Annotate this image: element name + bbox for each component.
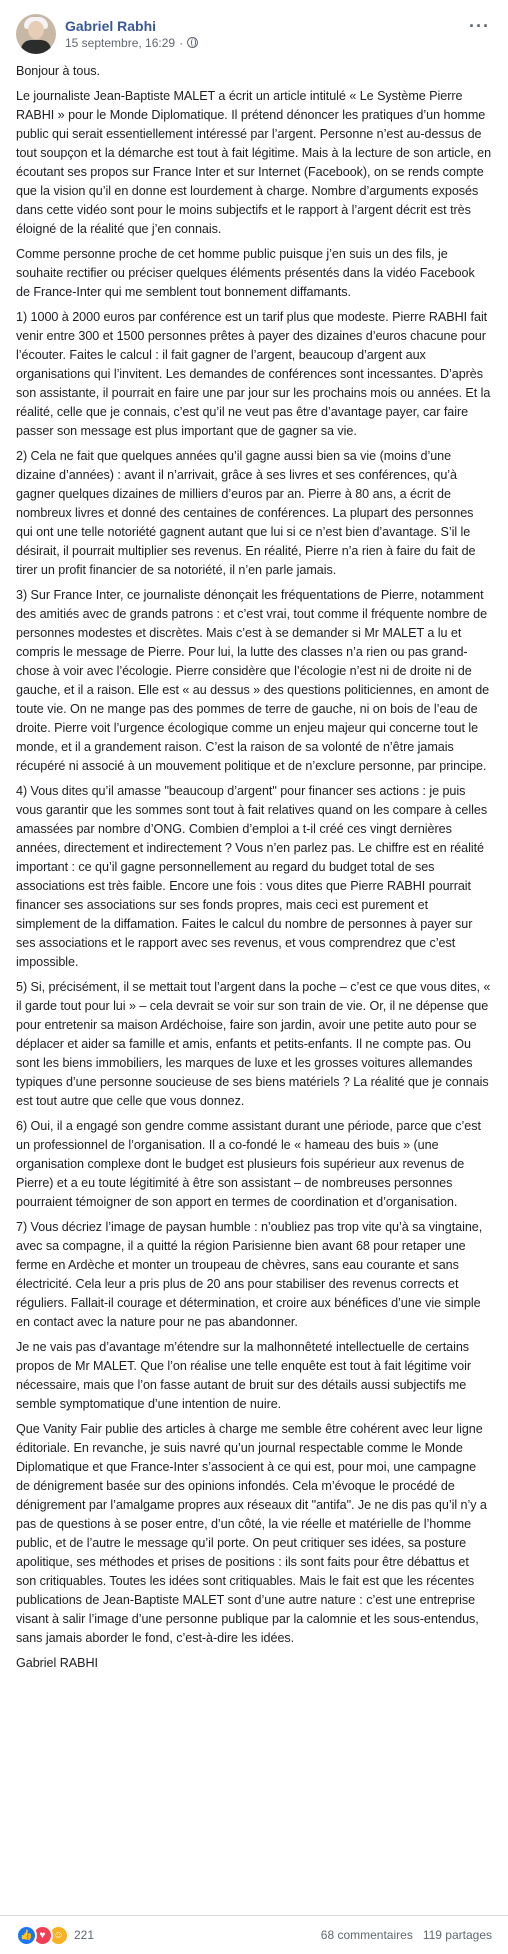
comments-count[interactable]: 68 commentaires — [320, 1928, 413, 1942]
reaction-icons[interactable] — [16, 1925, 94, 1946]
shares-count[interactable]: 119 partages — [422, 1928, 492, 1942]
post-meta — [65, 18, 198, 51]
paragraph: 5) Si, précisément, il se mettait tout l’argent dans la poche – c’est ce que vous dites, « il garde tout pour lui » – cela devrait se voir sur son train de vie. Or, il ne dépense que pour entretenir sa maison Ardéchoise, faire son jardin, avoir une petite auto pour se déplacer et aider sa famille et amis, enfants et petits-enfants. Il ne compte pas. Ou sont les biens immobiliers, les marques de luxe et les grosses voitures allemandes typiques d’une personne soucieuse de ses biens matériels ? La réalité que je connais est tout autre que celle que vous donnez. — [16, 980, 491, 1108]
post-subline: 15 septembre, 16:29 · — [65, 35, 198, 51]
love-icon[interactable]: ♥ — [32, 1925, 53, 1946]
paragraph: 6) Oui, il a engagé son gendre comme assistant durant une période, parce que c’est un professionnel de l’organisation. Il a co-fondé le « hameau des buis » (une organisation complexe dont le budget est plusieurs fois supérieur aux revenus de Pierre) et a eu toute légitimité à être son assistant – de nombreuses personnes pourraient témoigner de son apport en termes de coordination et d’organisation. — [16, 1119, 481, 1209]
paragraph: Le journaliste Jean-Baptiste MALET a écrit un article intitulé « Le Système Pierre RABHI » pour le Monde Diplomatique. Il prétend dénoncer les pratiques d’un homme public qui serait essentiellement intéressé par l’argent. Personne n’est au-dessus de tout soupçon et la démarche est tout à fait légitime. Mais à la lecture de son article, en écoutant ses propos sur France Inter et sur Internet (Facebook), on se rends compte que la vision qu’il en donne est lourdement à charge. Nombre d’arguments exposés dans cette vidéo sont pour le moins subjectifs et le rapport à l’argent décrit est très éloigné de la réalité que j’en connais. — [16, 89, 492, 236]
paragraph: Que Vanity Fair publie des articles à charge me semble être cohérent avec leur ligne éditoriale. En revanche, je suis navré qu’un journal respectable comme le Monde Diplomatique et que France-Inter s’associent à ce qui est, pour moi, une campagne de dénigrement basée sur des opinions infondés. Cela m’évoque le procédé de dénigrement par l’amalgame propres aux réseaux dit "antifa". Je ne dis pas qu’il n’y a pas de questions à se poser entre, d’un côté, la vie réelle et matérielle de l’homme public, et de l’autre le message qu’il porte. On peut critiquer ses idées, sa posture apolitique, ses méthodes et prises de positions : ils sont faits pour être débattus et son critiquables. Toutes les idées sont critiquables. Mais le fait est que les récentes publications de Jean-Baptiste MALET sont d’une autre nature : c’est une entreprise visant à salir l’image d’une personne publique par la calomnie et les sous-entendus, sans jamais aborder le fond, c’est-à-dire les idées. — [16, 1422, 487, 1645]
globe-icon[interactable] — [187, 37, 198, 48]
post-body — [16, 62, 492, 1673]
signature: Gabriel RABHI — [16, 1656, 98, 1670]
like-icon[interactable]: 👍 — [16, 1925, 37, 1946]
reaction-count[interactable]: 221 — [74, 1928, 95, 1942]
paragraph: 2) Cela ne fait que quelques années qu’il gagne aussi bien sa vie (moins d’une dizaine d’années) : avant il n’arrivait, grâce à ses livres et ses conférences, qu’à gagner quelques dizaines de milliers d’euros par an. Pierre à 80 ans, a écrit de nombreux livres et donné des centaines de conférences. La plupart des personnes qui ont une telle notoriété gagnent autant que lui si ce n’est bien d’avantage. S’il le désirait, il pourrait multiplier ses revenus. En réalité, Pierre n’a rien à faire du fait de tirer un profit financier de sa notoriété, il n’en parle jamais. — [16, 449, 476, 577]
paragraph: 4) Vous dites qu’il amasse "beaucoup d’argent" pour financer ses actions : je puis vous garantir que les sommes sont tout à fait relatives quand on les compare à celles amassées par nombre d’ONG. Combien d’emploi a t-il créé ces vingt dernières années, directement et indirectement ? Vous n’en parlez pas. Le chiffre est en réalité important : ce qu’il gagne personnellement au regard du budget total de ses associations est très faible. Encore une fois : vous dites que Pierre RABHI pourrait financer ses associations sur ses fonds propres, mais ceci est purement et simplement de la diffamation. Faites le calcul du nombre de personnes à payer sur ses associations et le rapport avec ses revenus, et vous comprendrez que c’est impossible. — [16, 784, 488, 969]
paragraph: 7) Vous décriez l’image de paysan humble : n’oubliez pas trop vite qu’à sa vingtaine, avec sa compagne, il a quitté la région Parisienne bien avant 68 pour retaper une ferme en Ardèche et monter un troupeau de chèvres, sans eau courante et sans électricité. Cela leur a pris plus de 20 ans pour stabiliser des revenus corrects et réguliers. Fallait-il courage et détermination, et croire aux bénéfices d’une vie simple en contact avec la nature pour ne pas abandonner. — [16, 1220, 483, 1329]
reactions-bar — [0, 1915, 508, 1954]
paragraph: Comme personne proche de cet homme public puisque j’en suis un des fils, je souhaite rectifier ou préciser quelques éléments présentés dans la vidéo Facebook de France-Inter qui me semblent tout bonnement diffamants. — [16, 247, 475, 299]
paragraph: 3) Sur France Inter, ce journaliste dénonçait les fréquentations de Pierre, notamment des amitiés avec de grands patrons : et c’est vrai, tout comme il fréquente nombre de personnes modestes et discrètes. Mais c’est à se demander si Mr MALET a lu et compris le message de Pierre. Pour lui, la lutte des classes n’a rien ou pas grand-chose à voir avec l’écologie. Pierre considère que l’écologie n’est ni de droite ni de gauche, et il a raison. Elle est « au dessus » des questions politiciennes, en amont de toute vie. On ne mange pas des pommes de terre de gauche, ni on bois de l’eau de droite. Pierre voit l’urgence écologique comme un enjeu majeur qui concerne tout le monde, et il a grandement raison. C’est la raison de sa volonté de n’être jamais récupéré ni associé à un mouvement politique et de n’exclure personne, par principe. — [16, 588, 490, 773]
post-header — [16, 0, 492, 62]
paragraph: 1) 1000 à 2000 euros par conférence est un tarif plus que modeste. Pierre RABHI fait venir entre 300 et 1500 personnes prêtes à payer des dizaines d’euros chacune pour l’écouter. Faites le calcul : il fait gagner de l’argent, beaucoup d’argent aux organisations qui l’invitent. Les demandes de conférences sont incessantes. D’après son assistante, il pourrait en faire une par jour sur les prochains mois ou années. Et la réalité, celle que je connais, c’est qu’il ne veut pas être d’avantage payer, car faire passer son message est plus important que de gagner sa vie. — [16, 310, 491, 438]
paragraph: Je ne vais pas d’avantage m’étendre sur la malhonnêteté intellectuelle de certains propos de Mr MALET. Que l’on réalise une telle enquête est tout à fait légitime voir nécessaire, mais que l’on fasse autant de bruit sur des détails aussi subjectifs me semble symptomatique d’une intention de nuire. — [16, 1340, 472, 1411]
author-name[interactable]: Gabriel Rabhi — [65, 17, 157, 34]
avatar[interactable] — [16, 14, 56, 54]
engagement-stats — [321, 1928, 492, 1942]
post-timestamp[interactable]: 15 septembre, 16:29 — [65, 35, 176, 50]
ellipsis-icon[interactable]: ··· — [469, 16, 490, 36]
haha-icon[interactable]: ☺ — [48, 1925, 69, 1946]
paragraph: Bonjour à tous. — [16, 64, 100, 78]
